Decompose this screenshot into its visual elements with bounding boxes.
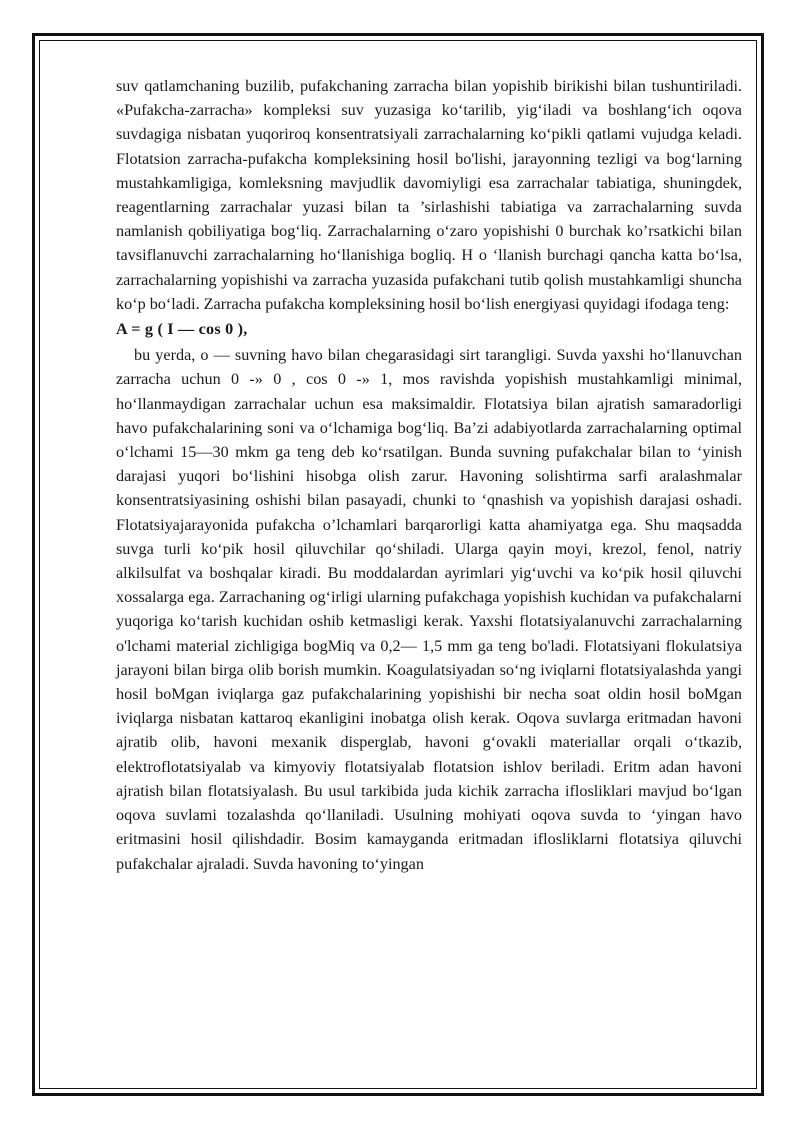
energy-formula: A = g ( I — cos 0 ), — [116, 320, 248, 339]
document-body — [116, 74, 742, 876]
paragraph-flotation-complex: suv qatlamchaning buzilib, pufakchaning zarracha bilan yopishib birikishi bilan tushuntiriladi. «Pufakcha-zarracha» kompleksi suv yuzasiga ko‘tarilib, yig‘iladi va boshlang‘ich oqova suvdagiga nisbatan yuqoriroq konsentratsiyali zarrachalarning ko‘pikli qatlami vujudga keladi. Flotatsion zarracha-pufakcha kompleksining hosil bo'lishi, jarayonning tezligi va bog‘larning mustahkamligiga, komleksning mavjudlik davomiyligi esa zarrachalar tabiatiga, shuningdek, reagentlarning zarrachalar yuzasi bilan ta ’sirlashishi tabiatiga va zarrachalarning suvda namlanish qobiliyatiga bog‘liq. Zarrachalarning o‘zaro yopishishi 0 burchak ko’rsatkichi bilan tavsiflanuvchi zarrachalarning ho‘llanishiga bogliq. H o ‘llanish burchagi qancha katta bo‘lsa, zarrachalarning yopishishi va zarracha yuzasida pufakchani tutib qolish mustahkamligi shuncha ko‘p bo‘ladi. Zarracha pufakcha kompleksining hosil bo‘lish energiyasi quyidagi ifodaga teng: — [116, 77, 742, 313]
paragraph-flotation-methods: bu yerda, o — suvning havo bilan chegarasidagi sirt tarangligi. Suvda yaxshi ho‘llanuvchan zarracha uchun 0 -» 0 , cos 0 -» 1, mos ravishda yopishish mustahkamligi minimal, ho‘llanmaydigan zarrachalar uchun esa maksimaldir. Flotatsiya bilan ajratish samaradorligi havo pufakchalarining soni va o‘lchamiga bog‘liq. Ba’zi adabiyotlarda zarrachalarning optimal o‘lchami 15—30 mkm ga teng deb ko‘rsatilgan. Bunda suvning pufakchalar bilan to ‘yinish darajasi yuqori bo‘lishini hisobga olish zarur. Havoning solishtirma sarfi aralashmalar konsentratsiyasining oshishi bilan pasayadi, chunki to ‘qnashish va yopishish darajasi oshadi. Flotatsiyajarayonida pufakcha o’lchamlari barqarorligi katta ahamiyatga ega. Shu maqsadda suvga turli ko‘pik hosil qiluvchilar qo‘shiladi. Ularga qayin moyi, krezol, fenol, natriy alkilsulfat va boshqalar kiradi. Bu moddalardan ayrimlari yig‘uvchi va ko‘pik hosil qiluvchi xossalarga ega. Zarrachaning og‘irligi ularning pufakchaga yopishish kuchidan va pufakchalarni yuqoriga ko‘tarish kuchidan oshib ketmasligi kerak. Yaxshi flotatsiyalanuvchi zarrachalarning o'lchami material zichligiga bogMiq va 0,2— 1,5 mm ga teng bo'ladi. Flotatsiyani flokulatsiya jarayoni bilan birga olib borish mumkin. Koagulatsiyadan so‘ng iviqlarni flotatsiyalashda yangi hosil boMgan iviqlarga gaz pufakchalarining yopishishi bir necha soat oldin hosil boMgan iviqlarga nisbatan kattaroq ekanligini inobatga olish kerak. Oqova suvlarga eritmadan havoni ajratib olib, havoni mexanik disperglab, havoni g‘ovakli materiallar orqali o‘tkazib, elektroflotatsiyalab va kimyoviy flotatsiyalab flotatsion ishlov beriladi. Eritm adan havoni ajratish bilan flotatsiyalash. Bu usul tarkibida juda kichik zarracha iflosliklari mavjud bo‘lgan oqova suvlami tozalashda qo‘llaniladi. Usulning mohiyati oqova suvda to ‘yingan havo eritmasini hosil qilishdadir. Bosim kamayganda eritmadan iflosliklarni flotatsiya qiluvchi pufakchalar ajraladi. Suvda havoning to‘yingan — [116, 346, 742, 873]
